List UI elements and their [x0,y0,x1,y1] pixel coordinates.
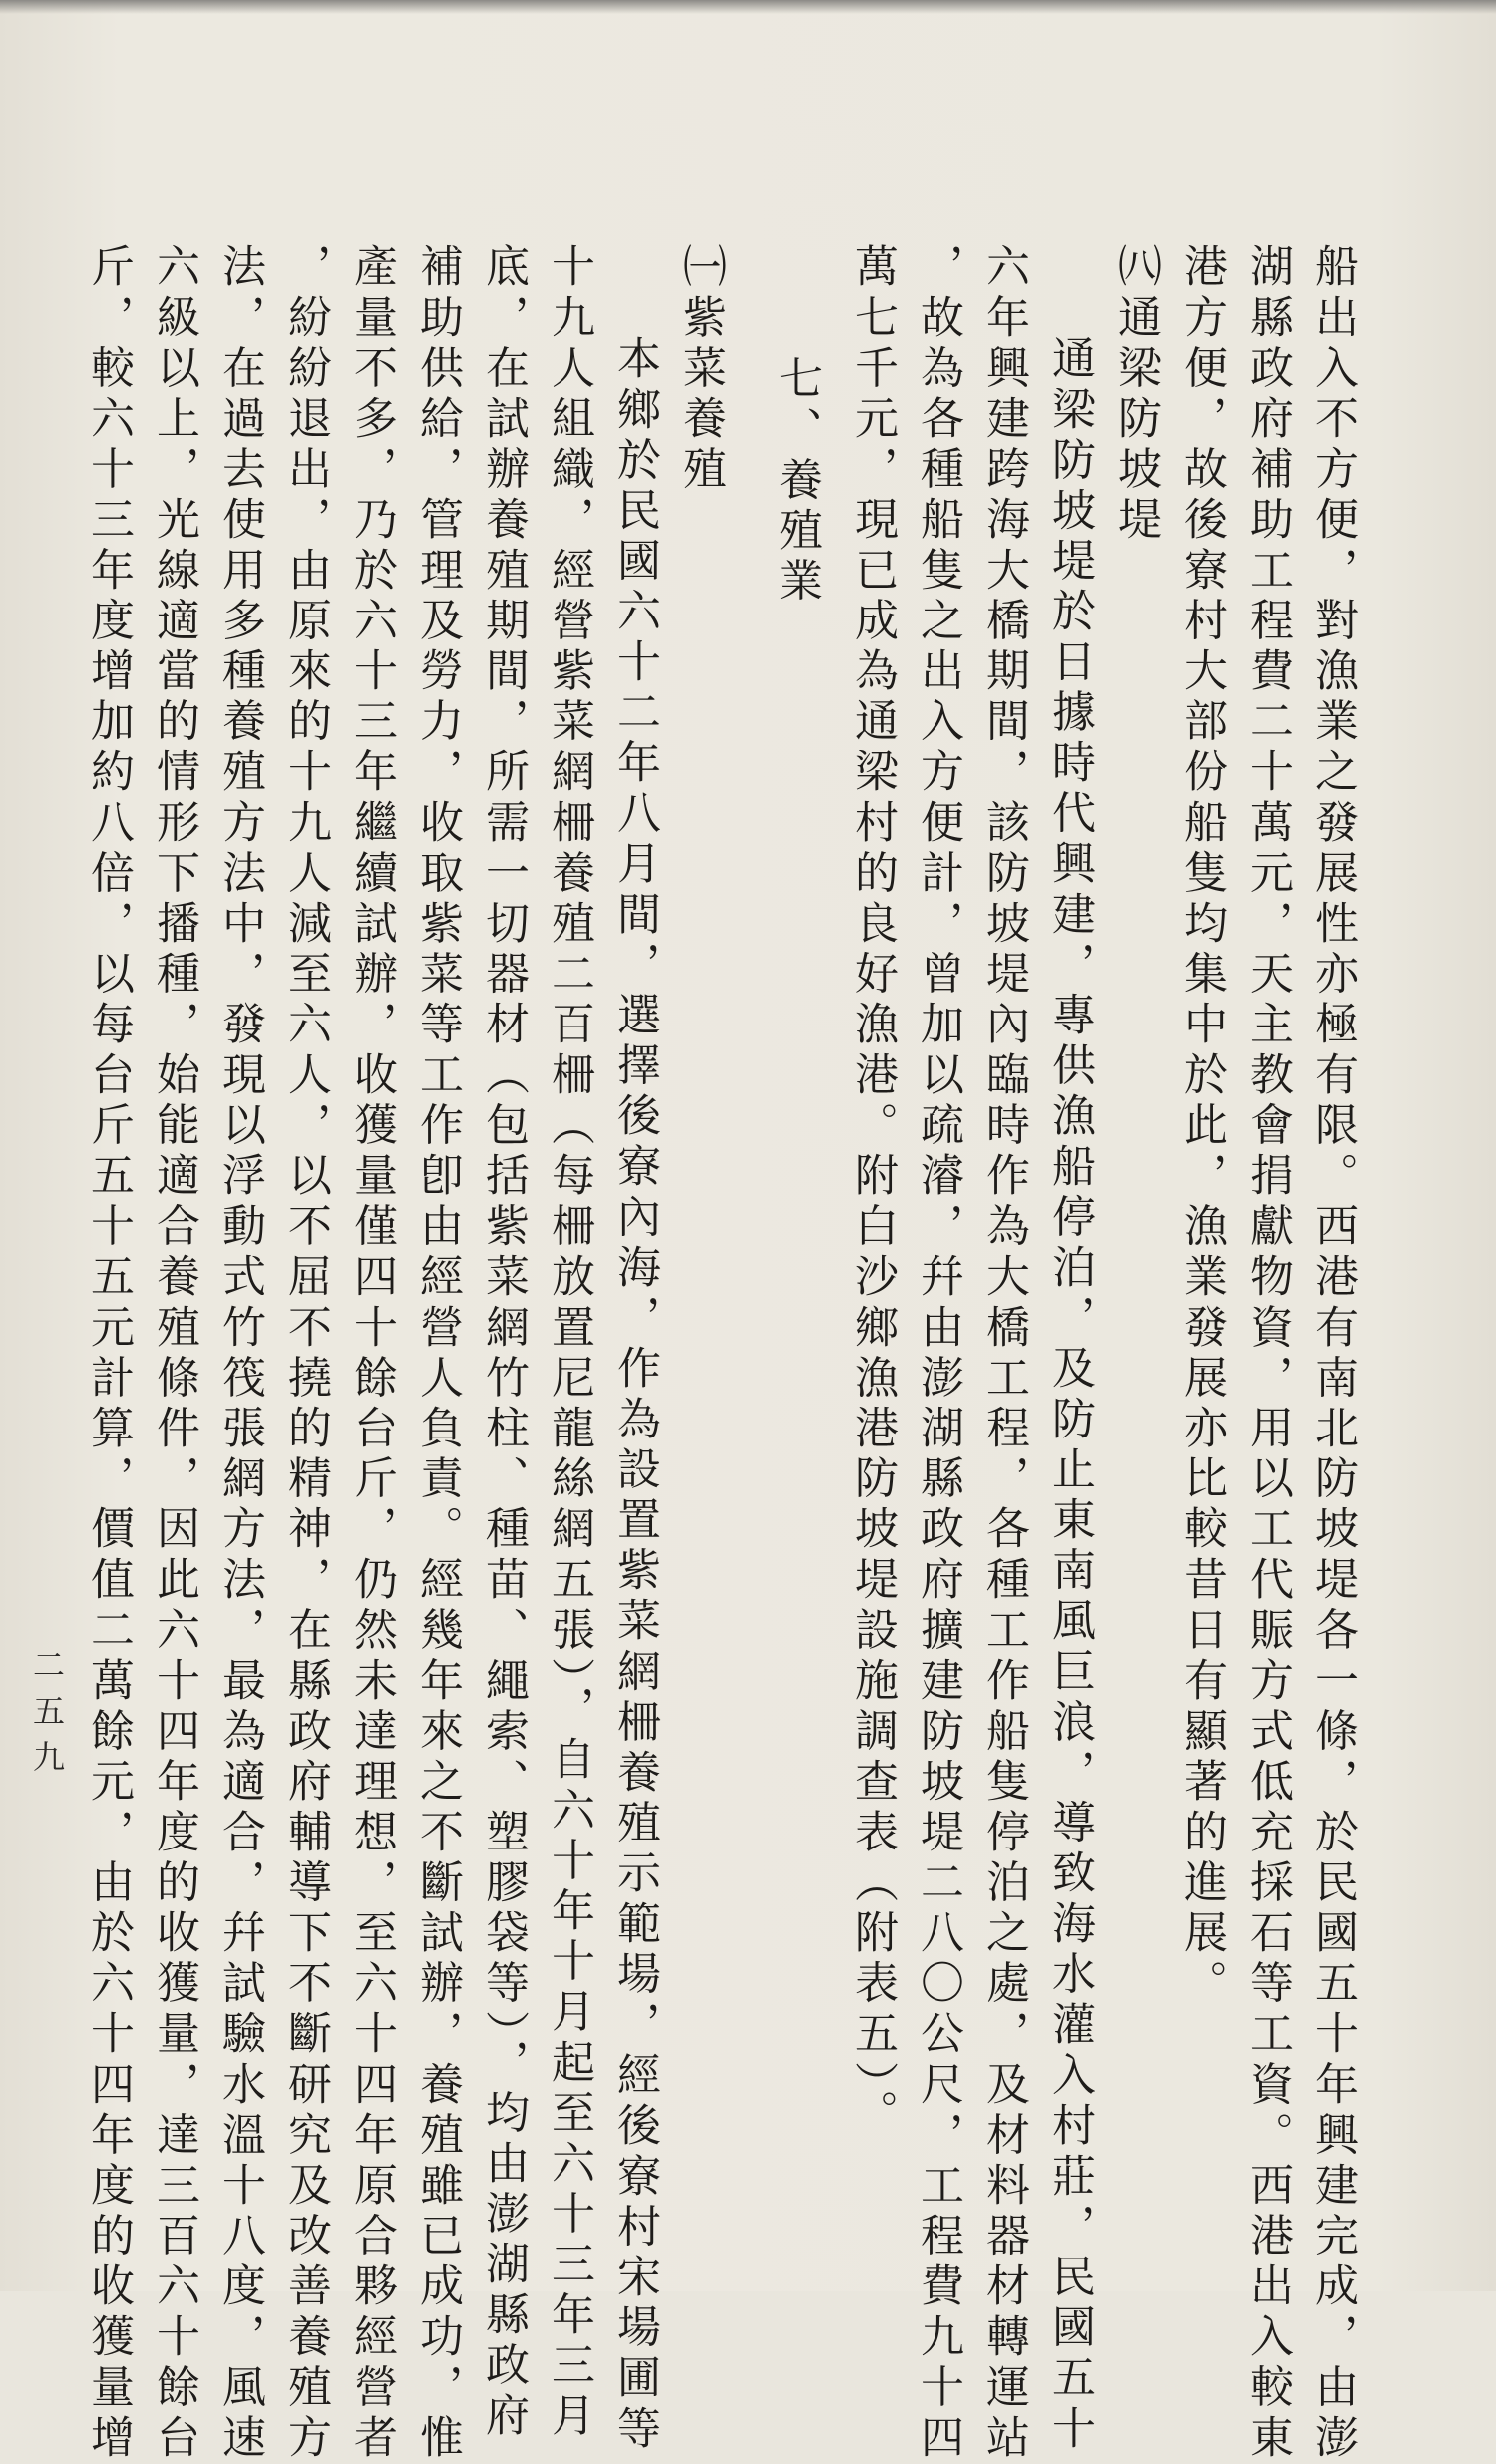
text-column: 六年興建跨海大橋期間，該防坡堤內臨時作為大橋工程，各種工作船隻停泊之處，及材料器材轉運站 [978,243,1029,2464]
text-column: 萬七千元，現已成為通梁村的良好漁港。附白沙鄉漁港防坡堤設施調查表（附表五）。 [847,243,898,2140]
text-column: ，紛紛退出，由原來的十九人減至六人，以不屈不撓的精神，在縣政府輔導下不斷研究及改善養殖方 [280,243,331,2464]
text-column: 通梁防坡堤於日據時代興建，專供漁船停泊，及防止東南風巨浪，導致海水灌入村莊，民國五十 [1044,335,1095,2456]
text-column: 船出入不方便，對漁業之發展性亦極有限。西港有南北防坡堤各一條，於民國五十年興建完成，由澎 [1308,243,1358,2464]
text-column: 產量不多，乃於六十三年繼續試辦，收獲量僅四十餘台斤，仍然未達理想，至六十四年原合夥經營者 [346,243,397,2464]
text-column: 港方便，故後寮村大部份船隻均集中於此，漁業發展亦比較昔日有顯著的進展。 [1176,243,1227,2010]
text-column: 六級以上，光線適當的情形下播種，始能適合養殖條件，因此六十四年度的收獲量，達三百六十餘台 [149,243,199,2464]
section-heading: 七、養殖業 [771,355,822,608]
page-number: 二五九 [28,1648,66,1786]
text-column: 斤，較六十三年度增加約八倍，以每台斤五十五元計算，價值二萬餘元，由於六十四年度的收獲量增 [83,243,134,2464]
text-column: 湖縣政府補助工程費二十萬元，天主教會捐獻物資，用以工代賑方式低充採石等工資。西港出入較東 [1242,243,1293,2464]
scan-edge-shadow [0,0,1496,14]
text-column: 本鄉於民國六十二年八月間，選擇後寮內海，作為設置紫菜網柵養殖示範場，經後寮村宋場圃等 [609,335,660,2456]
subsection-heading: ㈠紫菜養殖 [675,243,726,496]
text-column: 十九人組織，經營紫菜網柵養殖二百柵（每柵放置尼龍絲網五張），自六十年十月起至六十三年三月 [544,243,594,2443]
text-column: ，故為各種船隻之出入方便計，曾加以疏濬，幷由澎湖縣政府擴建防坡堤二八〇公尺，工程費九十四 [913,243,963,2464]
text-column: 法，在過去使用多種養殖方法中，發現以浮動式竹筏張網方法，最為適合，幷試驗水溫十八度，風速 [214,243,265,2464]
text-column: 補助供給，管理及勞力，收取紫菜等工作卽由經營人負責。經幾年來之不斷試辦，養殖雖已成功，惟 [412,243,463,2464]
text-column: 底，在試辦養殖期間，所需一切器材（包括紫菜網竹柱、種苗、繩索、塑膠袋等），均由澎湖縣政府 [478,243,529,2443]
subsection-heading: ㈧通梁防坡堤 [1110,243,1161,547]
